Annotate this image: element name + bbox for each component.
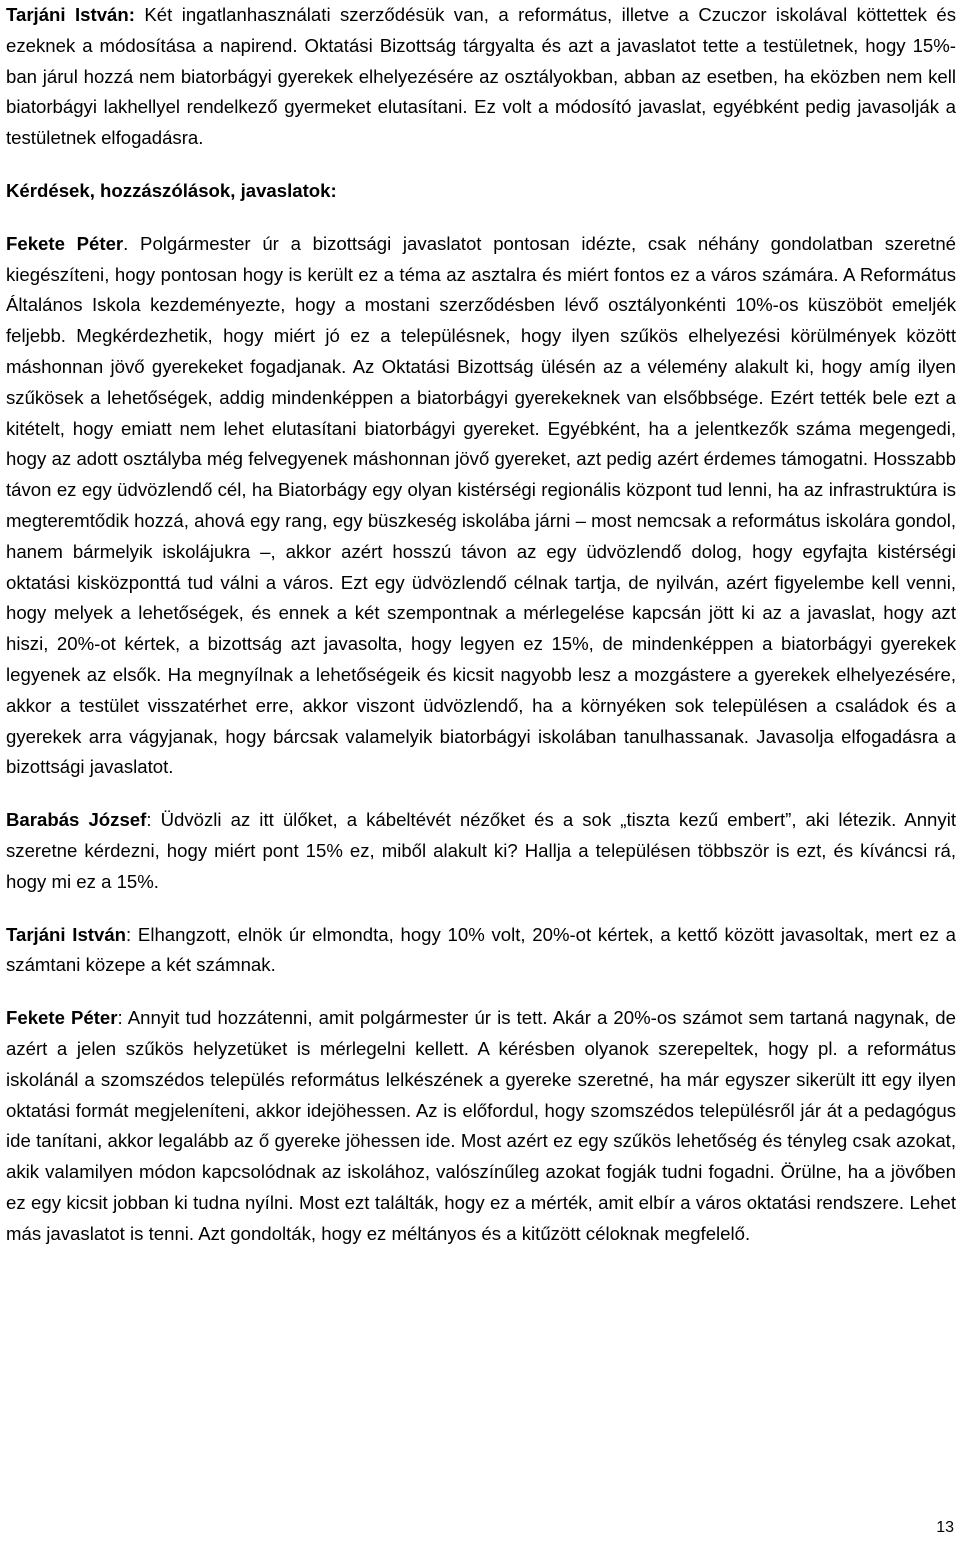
speaker-name: Tarjáni István [6,923,127,945]
paragraph-text: Két ingatlanhasználati szerződésük van, a református, illetve a Czuczor iskolával köttettek és ezeknek a módosítása a napirend. Oktatási Bizottság tárgyalta és azt a javaslatot tette a testületnek, hogy 15%-ban járul hozzá nem biatorbágyi gyerekek elhelyezésére az osztályokban, abban az esetben, ha eközben nem kell biatorbágyi lakhellyel rendelkező gyermeket elutasítani. Ez volt a módosító javaslat, egyébként pedig javasolják a testületnek elfogadásra. [6,4,957,149]
spacer [6,981,956,1003]
paragraph-fekete-1 [6,229,956,783]
document-page [6,0,956,1249]
speaker-name: Fekete Péter [6,232,124,254]
spacer [6,207,956,229]
paragraph-tarjani-1 [6,0,956,154]
spacer [6,154,956,176]
section-heading: Kérdések, hozzászólások, javaslatok: [6,179,337,201]
speaker-name: Barabás József [6,809,147,831]
spacer [6,898,956,920]
paragraph-text: : Elhangzott, elnök úr elmondta, hogy 10% volt, 20%-ot kértek, a kettő között javasoltak, mert ez a számtani közepe a két számnak. [6,923,956,976]
speaker-name: Fekete Péter [6,1007,118,1029]
spacer [6,783,956,805]
paragraph-fekete-2 [6,1003,956,1249]
page-number: 13 [936,1519,954,1536]
paragraph-barabas [6,805,956,897]
speaker-name: Tarjáni István: [6,4,135,25]
paragraph-tarjani-2 [6,920,956,982]
paragraph-text: : Üdvözli az itt ülőket, a kábeltévét nézőket és a sok „tiszta kezű embert”, aki létezik. Annyit szeretne kérdezni, hogy miért pont 15% ez, miből alakult ki? Hallja a településen többször is ezt, és kíváncsi rá, hogy mi ez a 15%. [6,809,956,892]
paragraph-text: . Polgármester úr a bizottsági javaslatot pontosan idézte, csak néhány gondolatban szeretné kiegészíteni, hogy pontosan hogy is került ez a téma az asztalra és miért fontos ez a város számára. A Református Általános Iskola kezdeményezte, hogy a mostani szerződésben lévő osztályonkénti 10%-os küszöböt emeljék feljebb. Megkérdezhetik, hogy miért jó ez a településnek, hogy ilyen szűkös elhelyezési körülmények között máshonnan jövő gyerekeket fogadjanak. Az Oktatási Bizottság ülésén az a vélemény alakult ki, hogy amíg ilyen szűkösek a lehetőségek, addig mindenképpen a biatorbágyi gyerekeknek van elsőbbsége. Ezért tették bele ezt a kitételt, hogy emiatt nem lehet elutasítani biatorbágyi gyereket. Egyébként, ha a jelentkezők száma megengedi, hogy az adott osztályba még felvegyenek máshonnan jövő gyereket, azt pedig azért érdemes támogatni. Hosszabb távon ez egy üdvözlendő cél, ha Biatorbágy egy olyan kistérségi regionális központ tud lenni, ha az infrastruktúra is megteremtődik hozzá, ahová egy rang, egy büszkeség iskolába járni – most nemcsak a református iskolára gondol, hanem bármelyik iskolájukra –, akkor azért hosszú távon az egy üdvözlendő dolog, hogy egyfajta kistérségi oktatási kisközponttá tud válni a város. Ezt egy üdvözlendő célnak tartja, de nyilván, azért figyelembe kell venni, hogy melyek a lehetőségek, és ennek a két szempontnak a mérlegelése kapcsán jött ki az a javaslat, hogy azt hiszi, 20%-ot kértek, a bizottság azt javasolta, hogy legyen ez 15%, de mindenképpen a biatorbágyi gyerekek legyenek az elsők. Ha megnyílnak a lehetőségeik és kicsit nagyobb lesz a mozgástere a gyerekek elhelyezésére, akkor a testület visszatérhet erre, akkor viszont üdvözlendő, ha a környéken sok településen a családok és a gyerekek arra vágyjanak, hogy bárcsak valamelyik biatorbágyi iskolában tanulhassanak. Javasolja elfogadásra a bizottsági javaslatot. [6,232,957,778]
paragraph-text: : Annyit tud hozzátenni, amit polgármester úr is tett. Akár a 20%-os számot sem tartaná nagynak, de azért a jelen szűkös helyzetüket is mérlegelni kellett. A kérésben olyanok szerepeltek, hogy pl. a református iskolánál a szomszédos település református lelkészének a gyereke szeretné, ha már egyszer sikerült itt egy ilyen oktatási formát megjeleníteni, akkor idejöhessen. Az is előfordul, hogy szomszédos településről jár át a pedagógus ide tanítani, akkor legalább az ő gyereke jöhessen ide. Most azért ez egy szűkös lehetőség és tényleg csak azokat, akik valamilyen módon kapcsolódnak az iskolához, valószínűleg azokat fogják tudni fogadni. Örülne, ha a jövőben ez egy kicsit jobban ki tudna nyílni. Most ezt találták, hogy ez a mérték, amit elbír a város oktatási rendszere. Lehet más javaslatot is tenni. Azt gondolták, hogy ez méltányos és a kitűzött céloknak megfelelő. [6,1007,956,1244]
